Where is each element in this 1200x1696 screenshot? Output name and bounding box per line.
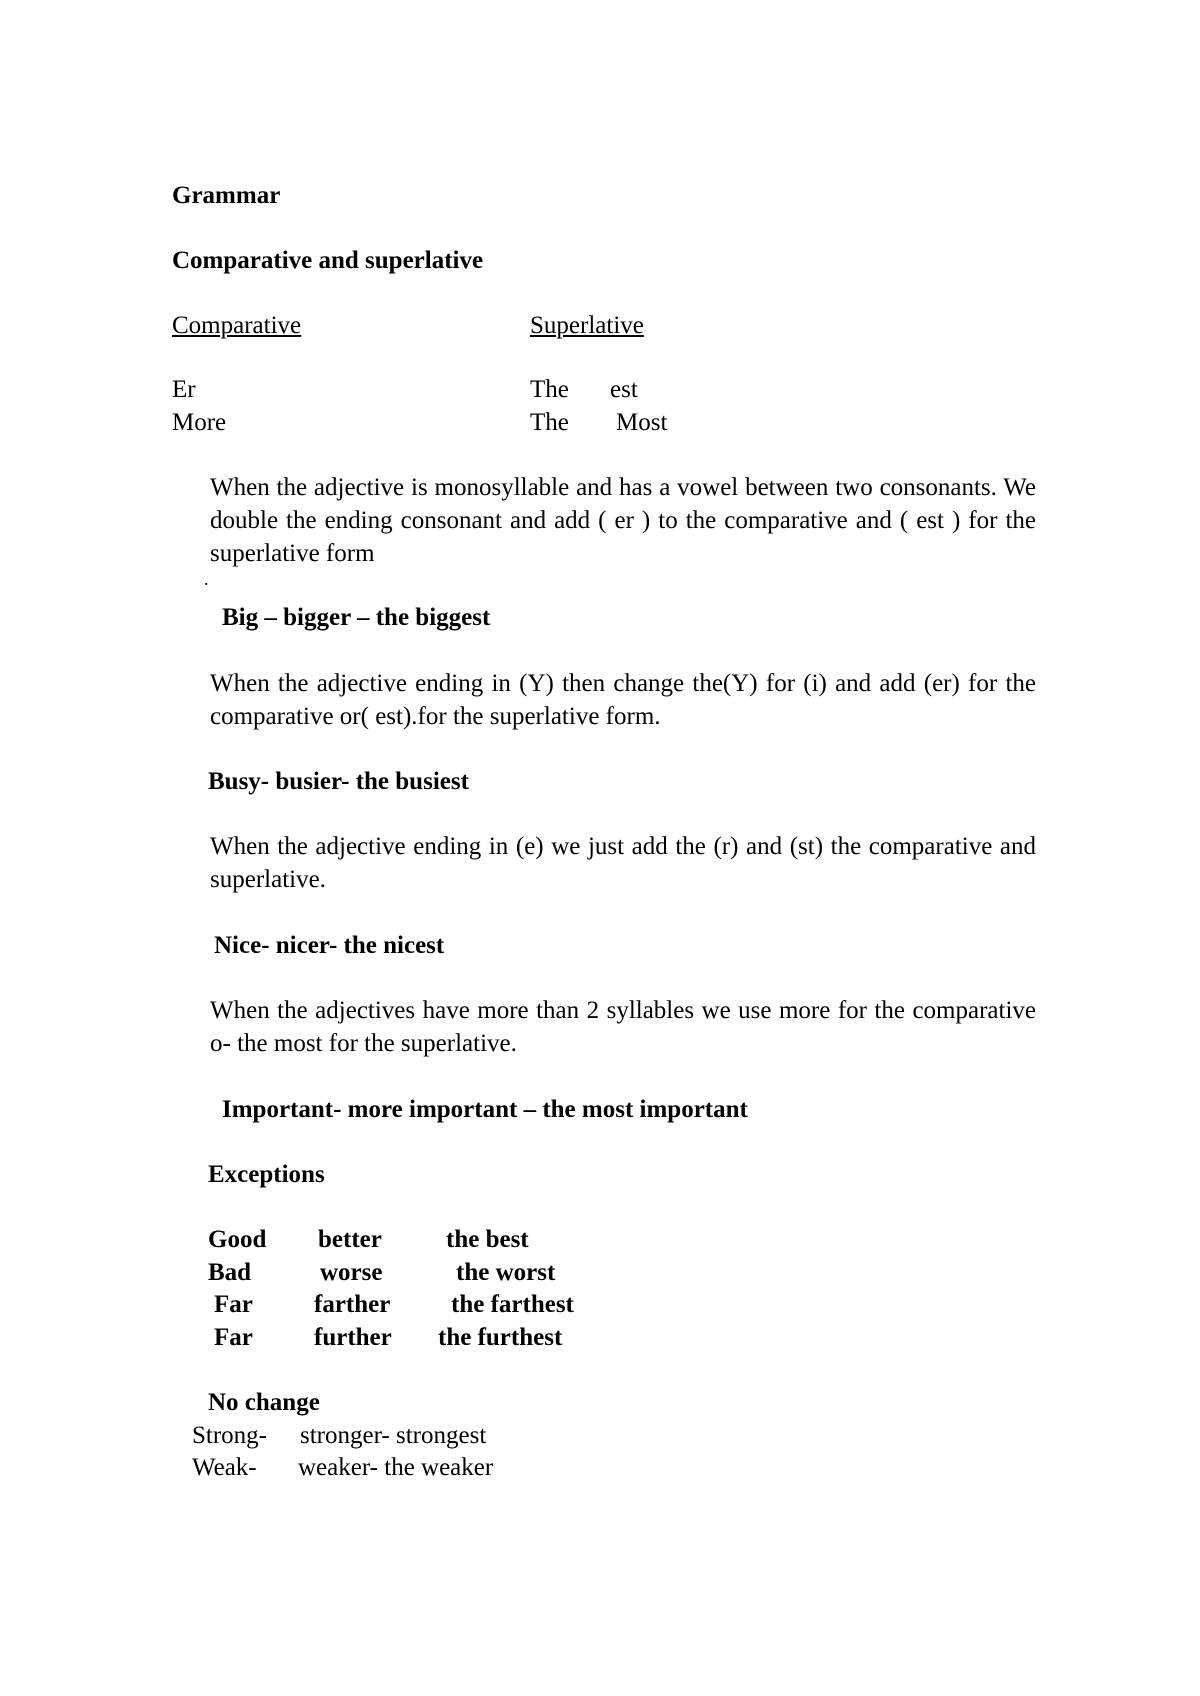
rule-paragraph: When the adjectives have more than 2 syllables we use more for the comparative o- the most for the superlative. (210, 997, 1036, 1057)
exception-row (0, 1223, 1200, 1256)
comparative-form-er: Er (172, 376, 196, 403)
superlative-form-most: Most (616, 409, 668, 436)
superlative-header: Superlative (530, 312, 644, 339)
superlative-the: The (530, 409, 569, 436)
exception-row (0, 1256, 1200, 1289)
stray-marker: . (204, 569, 209, 589)
exception-superlative: the farthest (451, 1291, 574, 1318)
comparative-form-more: More (172, 409, 227, 436)
rule-paragraph: When the adjective ending in (Y) then change the(Y) for (i) and add (er) for the comparative or( est).for the superlative form. (210, 670, 1036, 730)
exception-comparative: further (314, 1324, 392, 1351)
superlative-form-est: est (610, 376, 638, 403)
no-change-forms: weaker- the weaker (298, 1454, 494, 1481)
exception-base: Far (214, 1291, 253, 1318)
no-change-base: Weak- (192, 1454, 257, 1481)
rule-paragraph: When the adjective is monosyllable and has a vowel between two consonants. We double the ending consonant and add ( er ) to the comparative and ( est ) for the superlative form (210, 474, 1036, 567)
exception-superlative: the furthest (438, 1324, 563, 1351)
comparative-header: Comparative (172, 312, 302, 339)
no-change-heading: No change (208, 1389, 320, 1416)
exception-superlative: the worst (456, 1259, 556, 1286)
exception-base: Good (208, 1226, 267, 1253)
exceptions-heading: Exceptions (208, 1161, 325, 1188)
rule-example: Nice- nicer- the nicest (214, 932, 445, 959)
rule-example: Important- more important – the most important (222, 1096, 748, 1123)
exception-comparative: better (318, 1226, 382, 1253)
superlative-the: The (530, 376, 569, 403)
document-subtitle: Comparative and superlative (172, 247, 484, 274)
rule-example: Big – bigger – the biggest (222, 604, 491, 631)
no-change-base: Strong- (192, 1422, 267, 1449)
exception-base: Bad (208, 1259, 252, 1286)
exception-base: Far (214, 1324, 253, 1351)
exception-row (0, 1321, 1200, 1354)
rule-example: Busy- busier- the busiest (208, 768, 469, 795)
document-title: Grammar (172, 182, 281, 209)
exception-comparative: farther (314, 1291, 391, 1318)
exception-superlative: the best (446, 1226, 529, 1253)
exception-comparative: worse (320, 1259, 383, 1286)
rule-paragraph: When the adjective ending in (e) we just add the (r) and (st) the comparative and superlative. (210, 833, 1036, 893)
exception-row (0, 1288, 1200, 1321)
no-change-forms: stronger- strongest (300, 1422, 487, 1449)
